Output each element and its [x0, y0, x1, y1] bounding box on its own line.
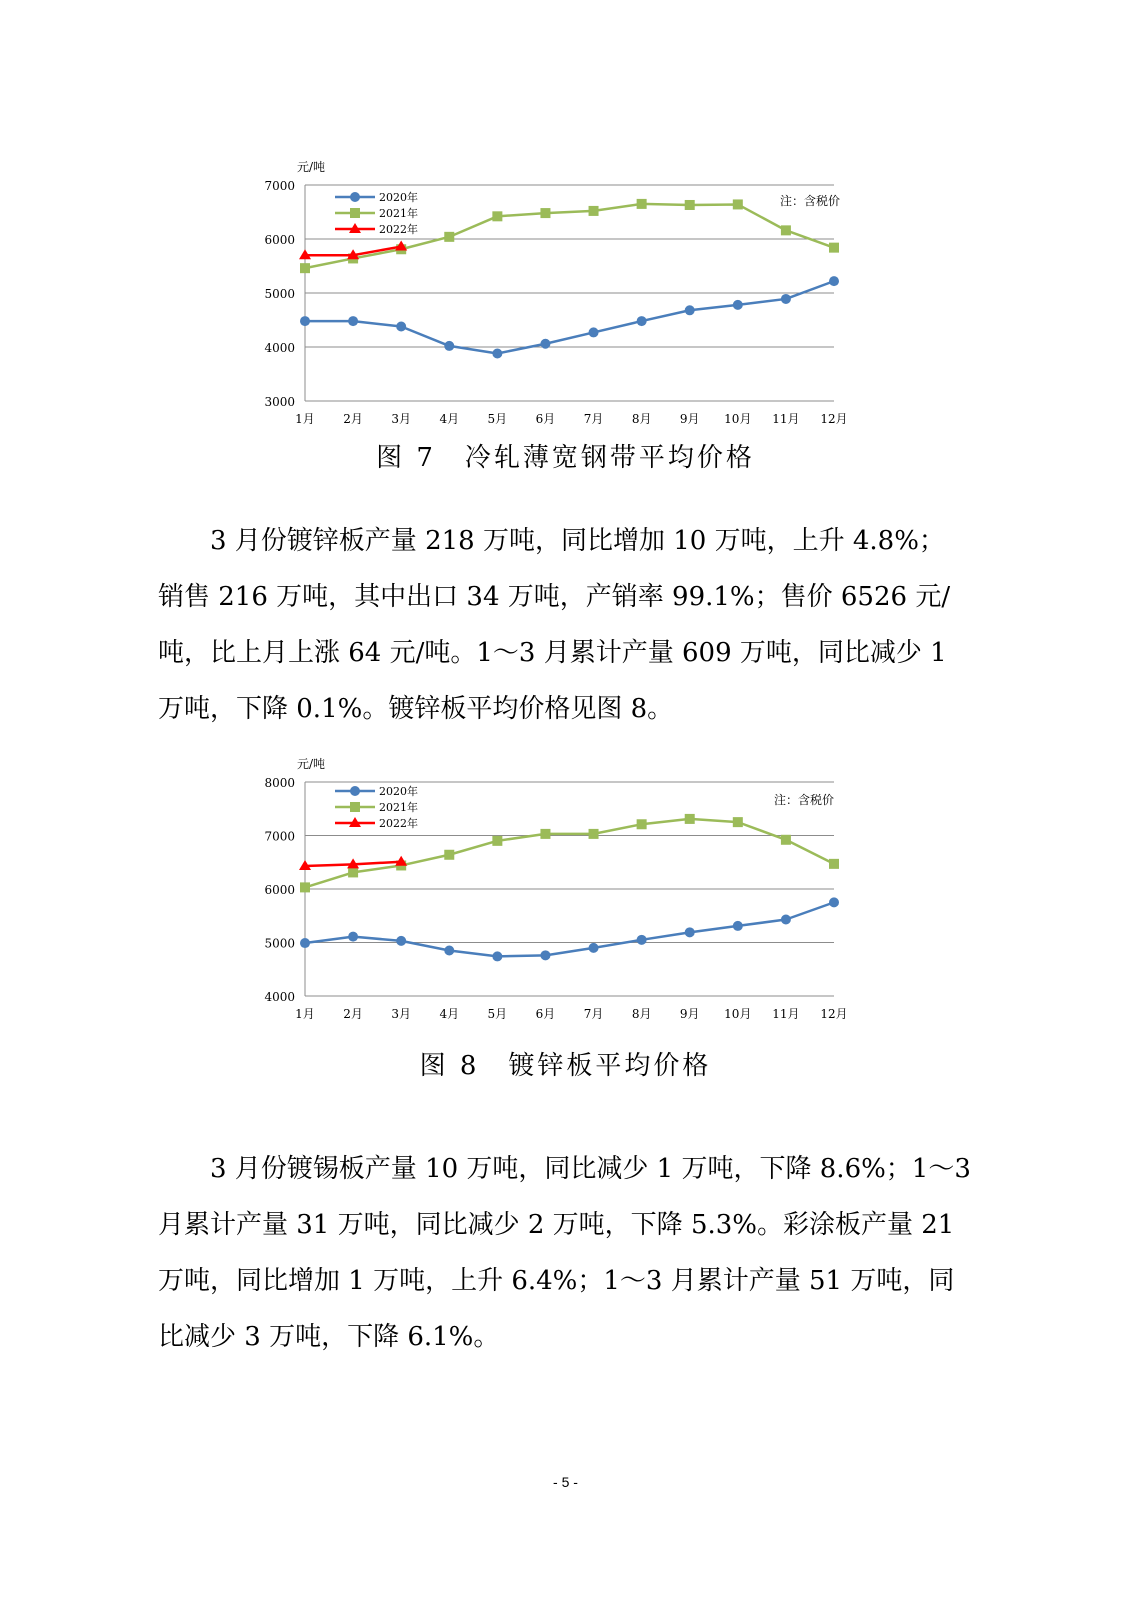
data-point	[589, 829, 599, 839]
legend-marker	[350, 802, 360, 812]
x-tick-label: 10月	[724, 1007, 752, 1021]
legend-marker	[350, 786, 360, 796]
data-point	[733, 199, 743, 209]
paragraph-line: 比减少 3 万吨，下降 6.1%。	[158, 1322, 500, 1352]
unit-label: 元/吨	[297, 757, 326, 771]
data-point	[781, 835, 791, 845]
data-point	[492, 836, 502, 846]
x-tick-label: 11月	[772, 1007, 800, 1021]
data-point	[300, 263, 310, 273]
data-point	[637, 199, 647, 209]
legend-label: 2020年	[379, 785, 418, 798]
data-point	[733, 817, 743, 827]
x-tick-label: 6月	[535, 1007, 556, 1021]
data-point	[444, 232, 454, 242]
y-tick-label: 8000	[264, 776, 295, 790]
data-point	[396, 321, 406, 331]
x-tick-label: 9月	[679, 1007, 700, 1021]
data-point	[444, 850, 454, 860]
y-tick-label: 4000	[264, 990, 295, 1004]
x-tick-label: 6月	[535, 412, 556, 426]
y-tick-label: 6000	[264, 883, 295, 897]
data-point	[589, 943, 599, 953]
x-tick-label: 5月	[487, 1007, 508, 1021]
x-tick-label: 9月	[679, 412, 700, 426]
data-point	[637, 316, 647, 326]
data-point	[781, 225, 791, 235]
data-point	[300, 882, 310, 892]
x-tick-label: 1月	[295, 412, 315, 426]
x-tick-label: 12月	[820, 412, 848, 426]
data-point	[348, 867, 358, 877]
data-point	[300, 316, 310, 326]
y-tick-label: 4000	[264, 341, 295, 355]
data-point	[540, 339, 550, 349]
y-tick-label: 7000	[264, 829, 295, 844]
data-point	[492, 348, 502, 358]
paragraph-line: 万吨，同比增加 1 万吨，上升 6.4%；1～3 月累计产量 51 万吨，同	[158, 1266, 955, 1296]
x-tick-label: 4月	[439, 412, 460, 426]
legend-label: 2020年	[379, 191, 418, 204]
data-point	[540, 829, 550, 839]
x-tick-label: 2月	[343, 412, 363, 426]
data-point	[637, 819, 647, 829]
chart-galvanized-price	[0, 755, 1131, 1035]
unit-label: 元/吨	[297, 160, 326, 174]
data-point	[540, 208, 550, 218]
legend-label: 2022年	[379, 817, 418, 830]
series-line-2020年	[305, 281, 834, 353]
x-tick-label: 3月	[391, 412, 412, 426]
x-tick-label: 8月	[631, 1007, 652, 1021]
x-tick-label: 7月	[583, 1007, 604, 1021]
y-tick-label: 5000	[264, 287, 295, 301]
y-tick-label: 6000	[264, 233, 295, 247]
x-tick-label: 7月	[583, 412, 604, 426]
note-label: 注：含税价	[779, 194, 840, 208]
x-tick-label: 1月	[295, 1007, 315, 1021]
legend-label: 2021年	[379, 207, 418, 220]
y-tick-label: 5000	[264, 936, 295, 951]
data-point	[540, 950, 550, 960]
data-point	[589, 327, 599, 337]
paragraph-line: 3 月份镀锌板产量 218 万吨，同比增加 10 万吨，上升 4.8%；	[210, 526, 945, 556]
data-point	[781, 914, 791, 924]
data-point	[733, 921, 743, 931]
y-tick-label: 3000	[264, 395, 295, 409]
x-tick-label: 10月	[724, 412, 752, 426]
legend-label: 2022年	[379, 223, 418, 236]
data-point	[589, 206, 599, 216]
data-point	[829, 897, 839, 907]
data-point	[444, 946, 454, 956]
legend-marker	[350, 208, 360, 218]
data-point	[685, 927, 695, 937]
x-tick-label: 4月	[439, 1007, 460, 1021]
data-point	[396, 936, 406, 946]
data-point	[444, 341, 454, 351]
data-point	[829, 859, 839, 869]
paragraph-line: 销售 216 万吨，其中出口 34 万吨，产销率 99.1%；售价 6526 元/	[158, 582, 951, 612]
data-point	[829, 243, 839, 253]
x-tick-label: 3月	[391, 1007, 412, 1021]
figure8-caption: 图 8 镀锌板平均价格	[419, 1051, 712, 1081]
chart-cold-rolled-price	[0, 150, 1131, 440]
paragraph-line: 吨，比上月上涨 64 元/吨。1～3 月累计产量 609 万吨，同比减少 1	[158, 638, 947, 668]
data-point	[733, 300, 743, 310]
data-point	[348, 316, 358, 326]
data-point	[685, 305, 695, 315]
data-point	[685, 814, 695, 824]
data-point	[492, 211, 502, 221]
legend-marker	[350, 192, 360, 202]
x-tick-label: 2月	[343, 1007, 363, 1021]
y-tick-label: 7000	[264, 179, 295, 193]
x-tick-label: 5月	[487, 412, 508, 426]
note-label: 注：含税价	[773, 793, 834, 807]
data-point	[492, 951, 502, 961]
data-point	[829, 276, 839, 286]
data-point	[781, 294, 791, 304]
data-point	[348, 932, 358, 942]
series-line-2020年	[305, 902, 834, 956]
x-tick-label: 11月	[772, 412, 800, 426]
x-tick-label: 8月	[631, 412, 652, 426]
page-number: - 5 -	[553, 1474, 578, 1490]
x-tick-label: 12月	[820, 1007, 848, 1021]
data-point	[685, 200, 695, 210]
figure7-caption: 图 7 冷轧薄宽钢带平均价格	[376, 443, 755, 473]
data-point	[637, 935, 647, 945]
paragraph-line: 月累计产量 31 万吨，同比减少 2 万吨，下降 5.3%。彩涂板产量 21	[158, 1210, 955, 1240]
paragraph-line: 万吨，下降 0.1%。镀锌板平均价格见图 8。	[158, 694, 674, 724]
paragraph-line: 3 月份镀锡板产量 10 万吨，同比减少 1 万吨，下降 8.6%；1～3	[210, 1154, 971, 1184]
legend-label: 2021年	[379, 801, 418, 814]
data-point	[300, 938, 310, 948]
